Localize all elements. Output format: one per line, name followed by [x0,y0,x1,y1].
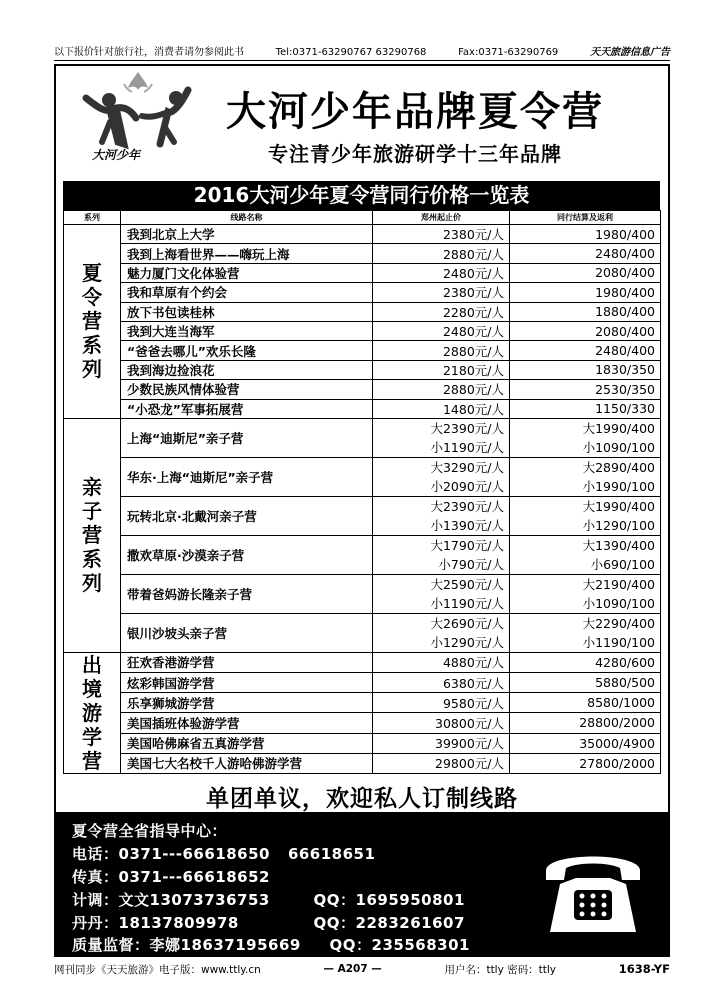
settlement-cell [510,713,661,733]
settlement-cell [510,535,661,574]
contact-tel-row [72,843,375,864]
tel-number-2: 66618651 [287,845,376,863]
settlement-value: 5880/500 [595,675,655,691]
route-name: 乐享狮城游学营 [121,693,373,713]
fax-label: 传真： [72,868,119,886]
price-cell [373,321,510,340]
settlement-value: 大1390/400 [582,537,655,553]
page-title: 大河少年品牌夏令营 [226,89,604,135]
table-row [64,713,661,733]
contact-planner-row [72,889,465,910]
header-series: 系列 [64,211,121,225]
settlement-value: 1150/330 [595,401,655,417]
planner-contact: 文文13073736753 [118,891,270,909]
route-name: 玩转北京·北戴河亲子营 [121,496,373,535]
table-row [64,263,661,282]
footer-page-number: — A207 — [323,963,382,975]
planner-qq: QQ：1695950801 [313,891,465,909]
contact-fax-row [72,866,270,887]
settlement-value: 大1990/400 [582,420,655,436]
price-value: 30800元/人 [435,715,504,731]
price-cell [373,673,510,693]
table-row [64,360,661,379]
price-cell [373,418,510,457]
table-row [64,574,661,613]
table-row [64,302,661,321]
route-name: 少数民族风情体验营 [121,380,373,399]
price-cell [373,693,510,713]
table-body [64,225,661,774]
price-table [63,210,661,774]
price-value: 小1290元/人 [430,634,504,650]
dandan-phone: 18137809978 [118,914,239,932]
series-label: 亲子营系列 [64,418,121,652]
settlement-value: 大2290/400 [582,615,655,631]
table-row [64,341,661,360]
price-value: 小1190元/人 [430,595,504,611]
route-name: 炫彩韩国游学营 [121,673,373,693]
price-cell [373,535,510,574]
route-name: “爸爸去哪儿”欢乐长隆 [121,341,373,360]
settlement-cell [510,418,661,457]
price-value: 29800元/人 [435,756,504,772]
settlement-value: 大2890/400 [582,459,655,475]
price-table-section [63,181,660,774]
route-name: 我到上海看世界——嗨玩上海 [121,244,373,263]
settlement-cell [510,496,661,535]
table-row [64,673,661,693]
settlement-cell [510,652,661,672]
settlement-value: 2480/400 [595,246,655,262]
fax-text: Fax:0371-63290769 [458,47,559,58]
slogan: 单团单议，欢迎私人订制线路 [206,786,518,812]
price-cell [373,380,510,399]
price-value: 大2390元/人 [430,420,504,436]
settlement-value: 1980/400 [595,284,655,300]
dandan-label: 丹丹： [72,914,119,932]
settlement-value: 小1290/100 [582,517,655,533]
series-label: 夏令营系列 [64,225,121,419]
price-value: 2280元/人 [442,304,504,320]
table-row [64,244,661,263]
settlement-cell [510,574,661,613]
route-name: 美国七大名校千人游哈佛游学营 [121,753,373,773]
settlement-value: 小1990/100 [582,478,655,494]
route-name: 带着爸妈游长隆亲子营 [121,574,373,613]
table-row [64,418,661,457]
settlement-value: 2480/400 [595,343,655,359]
route-name: 放下书包读桂林 [121,302,373,321]
dandan-qq: QQ：2283261607 [313,914,465,932]
route-name: 上海“迪斯尼”亲子营 [121,418,373,457]
price-cell [373,613,510,652]
settlement-cell [510,341,661,360]
settlement-value: 8580/1000 [587,695,655,711]
price-value: 大1790元/人 [430,537,504,553]
table-row [64,652,661,672]
price-cell [373,753,510,773]
settlement-cell [510,302,661,321]
notice-text: 以下报价针对旅行社，消费者请勿参阅此书 [54,47,244,58]
settlement-cell [510,399,661,418]
planner-label: 计调： [72,891,119,909]
price-cell [373,399,510,418]
price-value: 小2090元/人 [430,478,504,494]
price-value: 2380元/人 [442,227,504,243]
settlement-cell [510,321,661,340]
page-subtitle: 专注青少年旅游研学十三年品牌 [268,142,562,166]
logo-text: 大河少年 [92,148,141,162]
table-row [64,613,661,652]
footer [54,959,670,979]
price-cell [373,652,510,672]
table-row [64,399,661,418]
price-value: 9580元/人 [442,695,504,711]
price-cell [373,263,510,282]
table-row [64,321,661,340]
table-row [64,457,661,496]
price-value: 6380元/人 [442,675,504,691]
settlement-value: 2080/400 [595,323,655,339]
settlement-value: 小1090/100 [582,439,655,455]
settlement-cell [510,613,661,652]
settlement-cell [510,225,661,244]
table-title: 2016大河少年夏令营同行价格一览表 [63,181,660,210]
price-cell [373,457,510,496]
settlement-cell [510,380,661,399]
header-settlement: 同行结算及返利 [510,211,661,225]
route-name: 我和草原有个约会 [121,283,373,302]
quality-label: 质量监督： [72,936,150,954]
settlement-value: 4280/600 [595,654,655,670]
route-name: 美国插班体验游学营 [121,713,373,733]
settlement-value: 1980/400 [595,226,655,242]
price-cell [373,225,510,244]
footer-sync: 网刊同步《天天旅游》电子版：www.ttly.cn [54,963,261,976]
settlement-value: 大1990/400 [582,498,655,514]
route-name: 银川沙坡头亲子营 [121,613,373,652]
series-label: 出境游学营 [64,652,121,773]
ad-label: 天天旅游信息广告 [589,47,670,58]
price-cell [373,244,510,263]
settlement-cell [510,753,661,773]
contact-quality-row [72,934,470,955]
route-name: 魅力厦门文化体验营 [121,263,373,282]
price-value: 小1390元/人 [430,517,504,533]
price-value: 大2690元/人 [430,615,504,631]
price-value: 2480元/人 [442,324,504,340]
settlement-cell [510,673,661,693]
settlement-value: 小690/100 [590,556,655,572]
route-name: 美国哈佛麻省五真游学营 [121,733,373,753]
price-value: 2880元/人 [442,382,504,398]
price-cell [373,360,510,379]
price-cell [373,341,510,360]
fax-number: 0371---66618652 [118,868,270,886]
tel-number: 0371---66618650 [118,845,270,863]
contact-center-title: 夏令营全省指导中心： [72,822,228,840]
price-value: 1480元/人 [442,401,504,417]
header-price: 郑州起止价 [373,211,510,225]
route-name: 我到大连当海军 [121,321,373,340]
tel-label: 电话： [72,845,119,863]
table-row [64,283,661,302]
table-header-row [64,211,661,225]
price-cell [373,733,510,753]
table-row [64,496,661,535]
route-name: 我到北京上大学 [121,225,373,244]
price-value: 2880元/人 [442,343,504,359]
price-value: 2180元/人 [442,362,504,378]
price-value: 4880元/人 [442,655,504,671]
settlement-cell [510,457,661,496]
contact-panel [54,812,670,957]
footer-login: 用户名：ttly 密码：ttly [444,963,557,976]
price-value: 2380元/人 [442,285,504,301]
settlement-value: 1880/400 [595,304,655,320]
table-row [64,380,661,399]
settlement-value: 2530/350 [595,381,655,397]
price-value: 小1190元/人 [430,439,504,455]
tel-text: Tel:0371-63290767 63290768 [275,47,427,58]
table-row [64,535,661,574]
route-name: “小恐龙”军事拓展营 [121,399,373,418]
price-value: 大3290元/人 [430,459,504,475]
price-value: 39900元/人 [435,736,504,752]
settlement-value: 小1190/100 [582,634,655,650]
settlement-value: 小1090/100 [582,595,655,611]
price-cell [373,302,510,321]
contact-dandan-row [72,912,465,933]
price-cell [373,283,510,302]
top-info-bar [54,43,670,61]
table-row [64,225,661,244]
price-value: 2880元/人 [442,246,504,262]
price-value: 小790元/人 [438,556,504,572]
quality-qq: QQ：235568301 [329,936,470,954]
settlement-value: 大2190/400 [582,576,655,592]
price-cell [373,574,510,613]
settlement-cell [510,244,661,263]
price-cell [373,496,510,535]
settlement-cell [510,693,661,713]
settlement-value: 27800/2000 [579,755,655,771]
telephone-icon [538,840,648,938]
table-row [64,733,661,753]
footer-code: 1638-YF [618,962,670,976]
table-row [64,693,661,713]
settlement-cell [510,360,661,379]
settlement-value: 1830/350 [595,362,655,378]
price-value: 大2390元/人 [430,498,504,514]
settlement-cell [510,733,661,753]
route-name: 狂欢香港游学营 [121,652,373,672]
route-name: 华东·上海“迪斯尼”亲子营 [121,457,373,496]
table-row [64,753,661,773]
route-name: 我到海边捡浪花 [121,360,373,379]
settlement-value: 28800/2000 [579,715,655,731]
price-cell [373,713,510,733]
price-value: 2480元/人 [442,265,504,281]
settlement-value: 2080/400 [595,265,655,281]
quality-contact: 李娜18637195669 [149,936,301,954]
settlement-cell [510,283,661,302]
route-name: 撒欢草原·沙漠亲子营 [121,535,373,574]
price-value: 大2590元/人 [430,576,504,592]
settlement-cell [510,263,661,282]
header-route: 线路名称 [121,211,373,225]
settlement-value: 35000/4900 [579,735,655,751]
